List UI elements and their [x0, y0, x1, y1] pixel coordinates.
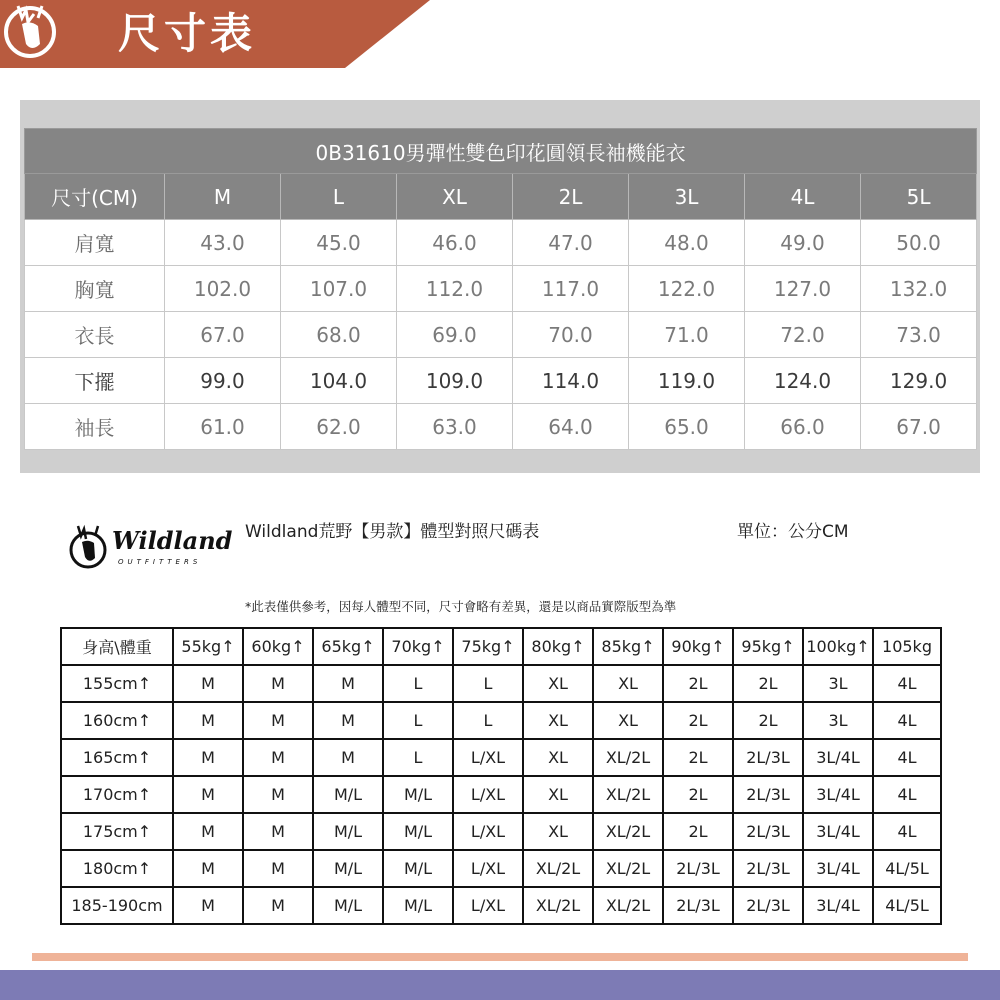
table-cell: XL — [523, 813, 593, 850]
table-cell: M/L — [313, 850, 383, 887]
table-cell: 66.0 — [745, 404, 861, 450]
table-row — [25, 266, 977, 312]
table-cell: M — [173, 887, 243, 924]
table-cell: 3L — [803, 702, 873, 739]
table-cell: L — [383, 702, 453, 739]
table-cell: XL/2L — [593, 739, 663, 776]
table-cell: 49.0 — [745, 220, 861, 266]
table-cell: 102.0 — [165, 266, 281, 312]
column-header: 75kg↑ — [453, 628, 523, 665]
column-header: 90kg↑ — [663, 628, 733, 665]
column-header: 身高\體重 — [61, 628, 173, 665]
table-cell: 2L — [663, 813, 733, 850]
row-label: 衣長 — [25, 312, 165, 358]
table-cell: XL — [523, 665, 593, 702]
brand-subtitle: OUTFITTERS — [118, 558, 202, 566]
table-cell: 2L/3L — [733, 850, 803, 887]
table-cell: M — [313, 702, 383, 739]
table-cell: 46.0 — [397, 220, 513, 266]
table-cell: M — [173, 739, 243, 776]
table-cell: 68.0 — [281, 312, 397, 358]
table-row — [25, 358, 977, 404]
table-cell: M/L — [383, 776, 453, 813]
table-cell: M — [313, 665, 383, 702]
table-cell: M — [243, 850, 313, 887]
table-cell: XL/2L — [593, 850, 663, 887]
body-chart-header-row — [61, 628, 941, 665]
column-header: 85kg↑ — [593, 628, 663, 665]
column-header: 100kg↑ — [803, 628, 873, 665]
row-label: 170cm↑ — [61, 776, 173, 813]
row-label: 下擺 — [25, 358, 165, 404]
table-cell: 114.0 — [513, 358, 629, 404]
column-header: XL — [397, 174, 513, 220]
table-cell: XL — [523, 776, 593, 813]
table-cell: M — [243, 739, 313, 776]
table-row — [61, 665, 941, 702]
table-cell: 62.0 — [281, 404, 397, 450]
table-cell: 71.0 — [629, 312, 745, 358]
table-cell: 61.0 — [165, 404, 281, 450]
table-row — [61, 813, 941, 850]
table-cell: M — [173, 665, 243, 702]
table-cell: 2L/3L — [663, 850, 733, 887]
table-cell: 4L — [873, 813, 941, 850]
table-cell: 72.0 — [745, 312, 861, 358]
table-cell: 122.0 — [629, 266, 745, 312]
table-cell: 2L — [733, 702, 803, 739]
measurement-header-row — [25, 174, 977, 220]
table-cell: 64.0 — [513, 404, 629, 450]
table-row — [61, 776, 941, 813]
row-label: 180cm↑ — [61, 850, 173, 887]
row-label: 185-190cm — [61, 887, 173, 924]
table-cell: 2L/3L — [733, 776, 803, 813]
brand-logo — [68, 520, 238, 572]
column-header: 5L — [861, 174, 977, 220]
table-cell: 132.0 — [861, 266, 977, 312]
disclaimer-note: *此表僅供參考，因每人體型不同，尺寸會略有差異，還是以商品實際版型為準 — [245, 599, 677, 614]
unit-label: 單位：公分CM — [737, 522, 849, 542]
table-cell: M/L — [383, 813, 453, 850]
table-cell: 48.0 — [629, 220, 745, 266]
table-cell: XL — [593, 665, 663, 702]
table-cell: M/L — [313, 813, 383, 850]
table-cell: 4L/5L — [873, 887, 941, 924]
table-cell: 104.0 — [281, 358, 397, 404]
table-cell: L — [383, 739, 453, 776]
table-row — [61, 702, 941, 739]
table-cell: L/XL — [453, 850, 523, 887]
column-header: 2L — [513, 174, 629, 220]
table-cell: 2L/3L — [733, 739, 803, 776]
table-cell: XL — [593, 702, 663, 739]
column-header: 55kg↑ — [173, 628, 243, 665]
body-size-table — [60, 627, 942, 925]
measurement-table — [24, 128, 977, 450]
table-cell: L — [383, 665, 453, 702]
table-cell: 73.0 — [861, 312, 977, 358]
column-header: 尺寸(CM) — [25, 174, 165, 220]
brand-name: Wildland — [112, 526, 233, 555]
table-cell: M/L — [383, 850, 453, 887]
table-cell: 2L/3L — [663, 887, 733, 924]
table-cell: 3L/4L — [803, 739, 873, 776]
footer-accent-line — [32, 953, 968, 961]
table-cell: 4L — [873, 776, 941, 813]
table-cell: M/L — [313, 887, 383, 924]
table-cell: M — [173, 776, 243, 813]
table-row — [61, 739, 941, 776]
column-header: 70kg↑ — [383, 628, 453, 665]
column-header: 60kg↑ — [243, 628, 313, 665]
table-cell: M — [243, 776, 313, 813]
column-header: 95kg↑ — [733, 628, 803, 665]
row-label: 胸寬 — [25, 266, 165, 312]
row-label: 160cm↑ — [61, 702, 173, 739]
table-cell: M — [313, 739, 383, 776]
table-cell: 129.0 — [861, 358, 977, 404]
table-cell: 45.0 — [281, 220, 397, 266]
table-cell: 117.0 — [513, 266, 629, 312]
table-cell: XL — [523, 702, 593, 739]
footer-bar — [0, 970, 1000, 1000]
row-label: 袖長 — [25, 404, 165, 450]
table-cell: L/XL — [453, 739, 523, 776]
row-label: 165cm↑ — [61, 739, 173, 776]
table-cell: M — [243, 665, 313, 702]
table-cell: M — [173, 850, 243, 887]
table-cell: 3L/4L — [803, 887, 873, 924]
table-cell: 124.0 — [745, 358, 861, 404]
table-cell: 4L — [873, 702, 941, 739]
table-cell: 4L/5L — [873, 850, 941, 887]
page-title: 尺寸表 — [118, 9, 257, 58]
table-cell: 67.0 — [861, 404, 977, 450]
table-cell: M — [243, 887, 313, 924]
deer-head-icon — [0, 0, 60, 60]
table-cell: 3L — [803, 665, 873, 702]
table-row — [25, 312, 977, 358]
table-row — [61, 887, 941, 924]
column-header: 105kg — [873, 628, 941, 665]
table-row — [25, 404, 977, 450]
table-cell: L/XL — [453, 887, 523, 924]
row-label: 肩寬 — [25, 220, 165, 266]
table-cell: 4L — [873, 739, 941, 776]
table-cell: L — [453, 702, 523, 739]
table-cell: 70.0 — [513, 312, 629, 358]
column-header: L — [281, 174, 397, 220]
table-cell: XL/2L — [593, 776, 663, 813]
table-cell: 127.0 — [745, 266, 861, 312]
table-row — [25, 220, 977, 266]
table-cell: L/XL — [453, 813, 523, 850]
table-cell: 69.0 — [397, 312, 513, 358]
table-cell: 2L — [733, 665, 803, 702]
header-banner — [0, 0, 430, 68]
size-chart-title: Wildland荒野【男款】體型對照尺碼表 — [245, 522, 540, 542]
table-cell: 47.0 — [513, 220, 629, 266]
column-header: 4L — [745, 174, 861, 220]
table-cell: M — [173, 813, 243, 850]
table-cell: XL/2L — [523, 887, 593, 924]
table-cell: M — [243, 813, 313, 850]
table-cell: L/XL — [453, 776, 523, 813]
column-header: 3L — [629, 174, 745, 220]
table-cell: 43.0 — [165, 220, 281, 266]
table-cell: XL/2L — [593, 887, 663, 924]
product-caption: 0B31610男彈性雙色印花圓領長袖機能衣 — [25, 129, 977, 174]
table-cell: XL — [523, 739, 593, 776]
table-row — [61, 850, 941, 887]
table-cell: 65.0 — [629, 404, 745, 450]
column-header: 65kg↑ — [313, 628, 383, 665]
table-cell: M/L — [313, 776, 383, 813]
table-cell: 2L — [663, 702, 733, 739]
deer-logo-icon — [68, 522, 108, 570]
row-label: 155cm↑ — [61, 665, 173, 702]
table-cell: 3L/4L — [803, 813, 873, 850]
table-cell: 2L/3L — [733, 813, 803, 850]
table-cell: 2L/3L — [733, 887, 803, 924]
table-cell: 63.0 — [397, 404, 513, 450]
table-cell: 119.0 — [629, 358, 745, 404]
measurement-panel — [20, 100, 980, 473]
table-cell: 99.0 — [165, 358, 281, 404]
table-cell: 2L — [663, 739, 733, 776]
table-cell: 2L — [663, 776, 733, 813]
table-cell: L — [453, 665, 523, 702]
table-cell: 2L — [663, 665, 733, 702]
table-cell: 4L — [873, 665, 941, 702]
row-label: 175cm↑ — [61, 813, 173, 850]
table-cell: M — [243, 702, 313, 739]
table-cell: 3L/4L — [803, 776, 873, 813]
table-cell: XL/2L — [523, 850, 593, 887]
table-cell: M — [173, 702, 243, 739]
table-cell: 67.0 — [165, 312, 281, 358]
table-cell: M/L — [383, 887, 453, 924]
table-cell: XL/2L — [593, 813, 663, 850]
table-cell: 109.0 — [397, 358, 513, 404]
table-cell: 3L/4L — [803, 850, 873, 887]
column-header: 80kg↑ — [523, 628, 593, 665]
table-cell: 50.0 — [861, 220, 977, 266]
table-cell: 112.0 — [397, 266, 513, 312]
column-header: M — [165, 174, 281, 220]
table-cell: 107.0 — [281, 266, 397, 312]
